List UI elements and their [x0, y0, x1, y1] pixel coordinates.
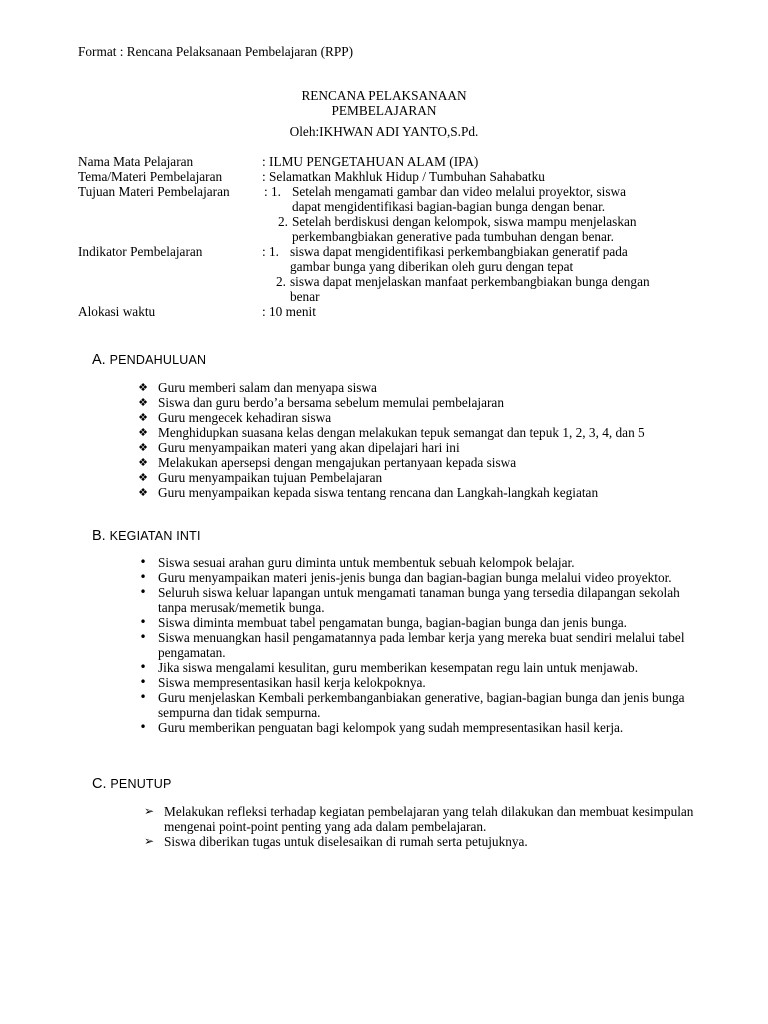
list-item	[134, 675, 706, 690]
list-item-text: Siswa menuangkan hasil pengamatannya pada lembar kerja yang mereka buat sendiri melalui tabel pengamatan.	[158, 630, 685, 660]
list-item	[140, 834, 710, 849]
list-item-text: Guru mengecek kehadiran siswa	[158, 410, 332, 425]
meta-sub-item	[264, 214, 718, 244]
list-item-text: Melakukan apersepsi dengan mengajukan pertanyaan kepada siswa	[158, 455, 517, 470]
list-item-text: Guru menyampaikan materi jenis-jenis bunga dan bagian-bagian bunga melalui video proyektor.	[158, 570, 672, 585]
list-item-text: Guru menyampaikan tujuan Pembelajaran	[158, 470, 383, 485]
meta-value-list	[264, 184, 718, 244]
section-a-heading	[92, 352, 206, 368]
arrow-bullet-icon: ➢	[143, 804, 155, 818]
meta-sub-text: Setelah mengamati gambar dan video melalui proyektor, siswa	[292, 184, 627, 199]
meta-value-list	[262, 244, 718, 304]
arrow-bullet-icon: ➢	[143, 834, 155, 848]
dot-bullet-icon: •	[139, 660, 147, 674]
meta-table	[78, 154, 718, 319]
list-item	[134, 410, 706, 425]
section-b-heading	[92, 528, 201, 544]
section-b-list	[134, 555, 706, 735]
diamond-bullet-icon: ❖	[138, 486, 148, 499]
list-item	[134, 585, 706, 615]
list-item-text: Melakukan refleksi terhadap kegiatan pembelajaran yang telah dilakukan dan membuat kesimpulan mengenai point-point penting yang ada dalam pembelajaran.	[164, 804, 694, 834]
diamond-bullet-icon: ❖	[138, 426, 148, 439]
meta-row-indikator	[78, 244, 718, 304]
diamond-bullet-icon: ❖	[138, 411, 148, 424]
dot-bullet-icon: •	[139, 555, 147, 569]
list-item	[134, 485, 706, 500]
meta-sub-text: siswa dapat mengidentifikasi perkembangbiakan generatif pada	[290, 244, 628, 259]
meta-sub-text: benar	[290, 289, 320, 304]
meta-value: : Selamatkan Makhluk Hidup / Tumbuhan Sahabatku	[262, 169, 545, 184]
meta-sub-text: Setelah berdiskusi dengan kelompok, siswa mampu menjelaskan	[292, 214, 637, 229]
dot-bullet-icon: •	[139, 720, 147, 734]
list-item	[134, 425, 706, 440]
section-letter: C.	[92, 776, 107, 792]
meta-sub-text: siswa dapat menjelaskan manfaat perkembangbiakan bunga dengan	[290, 274, 650, 289]
list-item	[134, 660, 706, 675]
list-item-text: Guru memberikan penguatan bagi kelompok yang sudah mempresentasikan hasil kerja.	[158, 720, 624, 735]
list-item	[134, 455, 706, 470]
dot-bullet-icon: •	[139, 585, 147, 599]
section-name: PENUTUP	[110, 777, 172, 791]
section-name: KEGIATAN INTI	[109, 529, 201, 543]
dot-bullet-icon: •	[139, 675, 147, 689]
meta-value: : 10 menit	[262, 304, 316, 319]
author-line: Oleh:IKHWAN ADI YANTO,S.Pd.	[289, 124, 479, 139]
list-item-text: Siswa dan guru berdo’a bersama sebelum memulai pembelajaran	[158, 395, 504, 410]
section-a-list	[134, 380, 706, 500]
list-item-text: Guru menyampaikan kepada siswa tentang rencana dan Langkah-langkah kegiatan	[158, 485, 599, 500]
meta-sub-num: : 1.	[264, 184, 281, 199]
list-item	[140, 804, 710, 834]
list-item-text: Menghidupkan suasana kelas dengan melakukan tepuk semangat dan tepuk 1, 2, 3, 4, dan 5	[158, 425, 645, 440]
meta-label: Indikator Pembelajaran	[78, 244, 203, 259]
meta-label: Nama Mata Pelajaran	[78, 154, 194, 169]
section-c-heading	[92, 776, 172, 792]
meta-label: Tujuan Materi Pembelajaran	[78, 184, 230, 199]
list-item	[134, 555, 706, 570]
dot-bullet-icon: •	[139, 630, 147, 644]
meta-sub-text: gambar bunga yang diberikan oleh guru dengan tepat	[290, 259, 574, 274]
list-item	[134, 380, 706, 395]
dot-bullet-icon: •	[139, 690, 147, 704]
diamond-bullet-icon: ❖	[138, 471, 148, 484]
dot-bullet-icon: •	[139, 615, 147, 629]
meta-sub-item	[262, 274, 718, 304]
list-item	[134, 630, 706, 660]
meta-sub-num: 2.	[276, 274, 286, 289]
list-item-text: Seluruh siswa keluar lapangan untuk mengamati tanaman bunga yang tersedia dilapangan sekolah tanpa merusak/memetik bunga.	[158, 585, 680, 615]
meta-sub-num: : 1.	[262, 244, 279, 259]
meta-sub-item	[262, 244, 718, 274]
meta-sub-text: dapat mengidentifikasi bagian-bagian bunga dengan benar.	[292, 199, 606, 214]
list-item	[134, 570, 706, 585]
diamond-bullet-icon: ❖	[138, 381, 148, 394]
meta-row-alokasi	[78, 304, 718, 319]
list-item-text: Jika siswa mengalami kesulitan, guru memberikan kesempatan regu lain untuk menjawab.	[158, 660, 639, 675]
meta-label: Alokasi waktu	[78, 304, 156, 319]
list-item-text: Siswa diminta membuat tabel pengamatan bunga, bagian-bagian bunga dan jenis bunga.	[158, 615, 627, 630]
list-item-text: Siswa sesuai arahan guru diminta untuk membentuk sebuah kelompok belajar.	[158, 555, 575, 570]
format-line: Format : Rencana Pelaksanaan Pembelajaran (RPP)	[78, 44, 354, 59]
diamond-bullet-icon: ❖	[138, 441, 148, 454]
meta-sub-text: perkembangbiakan generative pada tumbuhan dengan benar.	[292, 229, 614, 244]
list-item-text: Guru memberi salam dan menyapa siswa	[158, 380, 377, 395]
diamond-bullet-icon: ❖	[138, 396, 148, 409]
list-item	[134, 395, 706, 410]
list-item-text: Guru menjelaskan Kembali perkembanganbiakan generative, bagian-bagian bunga dan jenis bunga sempurna dan tidak sempurna.	[158, 690, 685, 720]
meta-row-mapel	[78, 154, 718, 169]
meta-sub-num: 2.	[278, 214, 288, 229]
meta-row-tujuan	[78, 184, 718, 244]
diamond-bullet-icon: ❖	[138, 456, 148, 469]
document-title	[0, 88, 768, 118]
meta-value: : ILMU PENGETAHUAN ALAM (IPA)	[262, 154, 479, 169]
section-letter: B.	[92, 528, 106, 544]
meta-row-tema	[78, 169, 718, 184]
dot-bullet-icon: •	[139, 570, 147, 584]
list-item	[134, 720, 706, 735]
list-item-text: Siswa mempresentasikan hasil kerja kelokpoknya.	[158, 675, 426, 690]
list-item	[134, 615, 706, 630]
meta-label: Tema/Materi Pembelajaran	[78, 169, 223, 184]
section-c-list	[140, 804, 710, 849]
section-name: PENDAHULUAN	[109, 353, 207, 367]
title-line-1: RENCANA PELAKSANAAN	[301, 88, 467, 103]
list-item-text: Guru menyampaikan materi yang akan dipelajari hari ini	[158, 440, 460, 455]
list-item-text: Siswa diberikan tugas untuk diselesaikan di rumah serta petujuknya.	[164, 834, 528, 849]
list-item	[134, 440, 706, 455]
list-item	[134, 690, 706, 720]
meta-sub-item	[264, 184, 718, 214]
title-line-2: PEMBELAJARAN	[331, 103, 437, 118]
list-item	[134, 470, 706, 485]
section-letter: A.	[92, 352, 106, 368]
